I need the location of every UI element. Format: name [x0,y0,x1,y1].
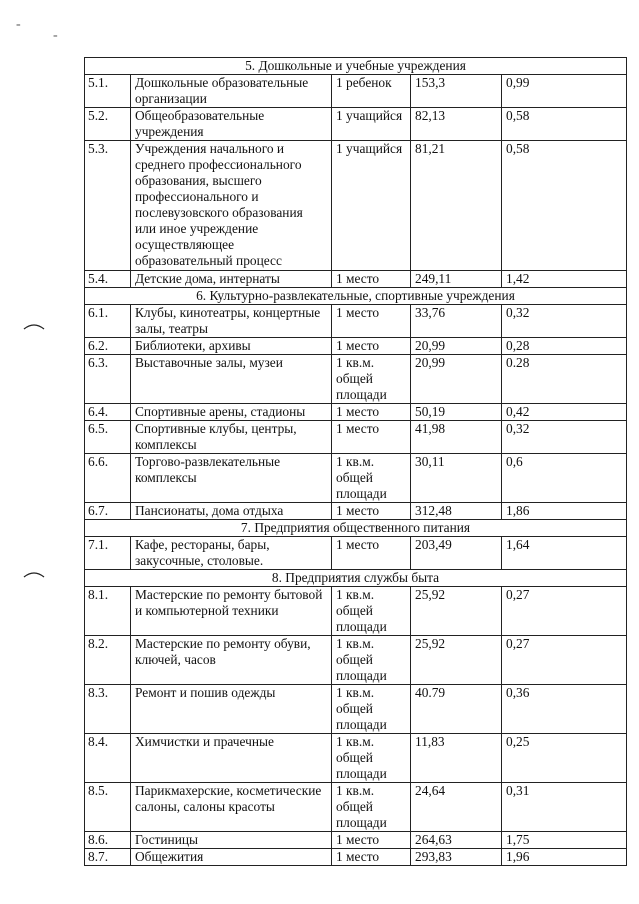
unit-of-measure: 1 место [332,421,411,454]
rate-value: 293,83 [411,849,502,866]
unit-of-measure: 1 учащийся [332,141,411,271]
unit-of-measure: 1 кв.м. общей площади [332,636,411,685]
unit-of-measure: 1 место [332,305,411,338]
unit-of-measure: 1 место [332,503,411,520]
rate-value: 24,64 [411,783,502,832]
rate-value: 25,92 [411,636,502,685]
rate-value: 25,92 [411,587,502,636]
rate-value: 50,19 [411,404,502,421]
section-header-row [85,288,627,305]
facility-name: Торгово-развлекательные комплексы [131,454,332,503]
rate-value: 11,83 [411,734,502,783]
unit-of-measure: 1 кв.м. общей площади [332,734,411,783]
coefficient: 0,31 [502,783,627,832]
table-row [85,849,627,866]
rate-value: 20,99 [411,355,502,404]
coefficient: 0,99 [502,75,627,108]
coefficient: 1,75 [502,832,627,849]
coefficient: 0,27 [502,587,627,636]
row-number: 6.3. [85,355,131,404]
rate-value: 81,21 [411,141,502,271]
rate-value: 312,48 [411,503,502,520]
unit-of-measure: 1 место [332,537,411,570]
table-row [85,587,627,636]
coefficient: 0.28 [502,355,627,404]
facility-name: Кафе, рестораны, бары, закусочные, столовые. [131,537,332,570]
binder-hole-mark [22,569,46,579]
facility-name: Спортивные арены, стадионы [131,404,332,421]
coefficient: 0,36 [502,685,627,734]
row-number: 6.5. [85,421,131,454]
facility-name: Учреждения начального и среднего профессионального образования, высшего профессионального и послевузовского образования или иное учреждение осуществляющее образовательный процесс [131,141,332,271]
table-row [85,108,627,141]
facility-name: Мастерские по ремонту обуви, ключей, часов [131,636,332,685]
coefficient: 0,25 [502,734,627,783]
scan-mark: - [53,28,58,43]
unit-of-measure: 1 кв.м. общей площади [332,783,411,832]
scan-mark: - [16,17,21,32]
coefficient: 1,86 [502,503,627,520]
rate-value: 20,99 [411,338,502,355]
unit-of-measure: 1 место [332,404,411,421]
rate-value: 40.79 [411,685,502,734]
rate-value: 249,11 [411,271,502,288]
facility-name: Клубы, кинотеатры, концертные залы, театры [131,305,332,338]
rate-value: 41,98 [411,421,502,454]
unit-of-measure: 1 место [332,849,411,866]
row-number: 6.1. [85,305,131,338]
rate-value: 203,49 [411,537,502,570]
tariff-table [84,57,627,866]
unit-of-measure: 1 место [332,338,411,355]
rate-value: 33,76 [411,305,502,338]
section-header-row [85,570,627,587]
facility-name: Мастерские по ремонту бытовой и компьютерной техники [131,587,332,636]
facility-name: Библиотеки, архивы [131,338,332,355]
coefficient: 0,58 [502,141,627,271]
table-row [85,734,627,783]
row-number: 8.6. [85,832,131,849]
coefficient: 0,32 [502,305,627,338]
row-number: 8.4. [85,734,131,783]
coefficient: 1,96 [502,849,627,866]
unit-of-measure: 1 кв.м. общей площади [332,454,411,503]
facility-name: Выставочные залы, музеи [131,355,332,404]
row-number: 6.4. [85,404,131,421]
table-row [85,537,627,570]
table-row [85,503,627,520]
row-number: 8.7. [85,849,131,866]
coefficient: 0,27 [502,636,627,685]
table-row [85,636,627,685]
coefficient: 1,42 [502,271,627,288]
table-row [85,305,627,338]
table-row [85,685,627,734]
row-number: 5.2. [85,108,131,141]
table-row [85,783,627,832]
section-title: 5. Дошкольные и учебные учреждения [85,58,627,75]
row-number: 6.6. [85,454,131,503]
facility-name: Химчистки и прачечные [131,734,332,783]
row-number: 5.4. [85,271,131,288]
table-row [85,75,627,108]
coefficient: 0,28 [502,338,627,355]
table-body [85,58,627,866]
row-number: 8.1. [85,587,131,636]
section-title: 8. Предприятия службы быта [85,570,627,587]
rate-value: 82,13 [411,108,502,141]
coefficient: 0,42 [502,404,627,421]
table-row [85,404,627,421]
section-header-row [85,58,627,75]
unit-of-measure: 1 место [332,271,411,288]
unit-of-measure: 1 кв.м. общей площади [332,355,411,404]
facility-name: Пансионаты, дома отдыха [131,503,332,520]
row-number: 6.7. [85,503,131,520]
table-row [85,832,627,849]
table-row [85,454,627,503]
facility-name: Дошкольные образовательные организации [131,75,332,108]
table-row [85,271,627,288]
facility-name: Детские дома, интернаты [131,271,332,288]
table-row [85,421,627,454]
section-header-row [85,520,627,537]
coefficient: 1,64 [502,537,627,570]
row-number: 5.1. [85,75,131,108]
coefficient: 0,6 [502,454,627,503]
row-number: 8.5. [85,783,131,832]
coefficient: 0,32 [502,421,627,454]
rate-value: 264,63 [411,832,502,849]
rate-value: 153,3 [411,75,502,108]
section-title: 7. Предприятия общественного питания [85,520,627,537]
rate-value: 30,11 [411,454,502,503]
facility-name: Спортивные клубы, центры, комплексы [131,421,332,454]
unit-of-measure: 1 учащийся [332,108,411,141]
facility-name: Общежития [131,849,332,866]
unit-of-measure: 1 ребенок [332,75,411,108]
facility-name: Ремонт и пошив одежды [131,685,332,734]
coefficient: 0,58 [502,108,627,141]
table-row [85,338,627,355]
row-number: 8.3. [85,685,131,734]
table-row [85,355,627,404]
facility-name: Гостиницы [131,832,332,849]
row-number: 7.1. [85,537,131,570]
binder-hole-mark [22,321,46,331]
document-sheet [84,57,626,866]
facility-name: Общеобразовательные учреждения [131,108,332,141]
row-number: 8.2. [85,636,131,685]
unit-of-measure: 1 кв.м. общей площади [332,685,411,734]
row-number: 6.2. [85,338,131,355]
unit-of-measure: 1 кв.м. общей площади [332,587,411,636]
section-title: 6. Культурно-развлекательные, спортивные учреждения [85,288,627,305]
facility-name: Парикмахерские, косметические салоны, салоны красоты [131,783,332,832]
unit-of-measure: 1 место [332,832,411,849]
table-row [85,141,627,271]
row-number: 5.3. [85,141,131,271]
